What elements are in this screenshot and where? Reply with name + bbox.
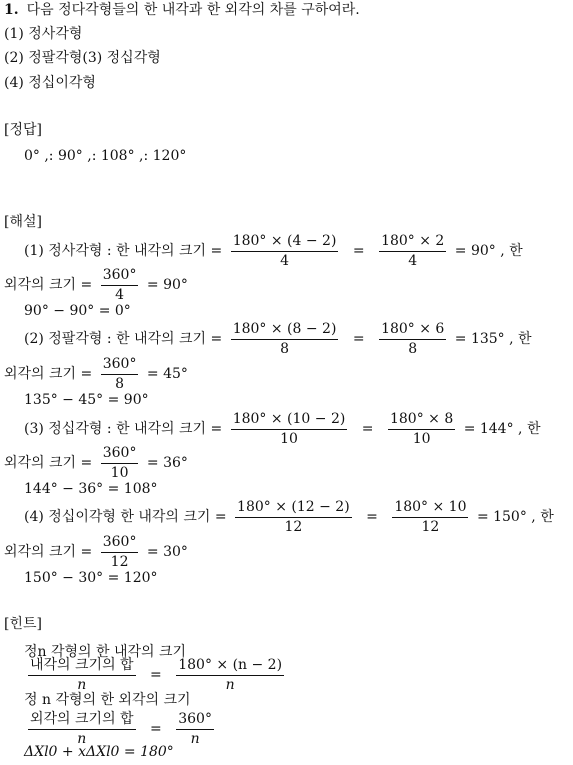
answer-text: 0° ,: 90° ,: 108° ,: 120° [24,148,187,164]
hint-line-2: 정 n 각형의 한 외각의 크기 [24,692,191,708]
solution-part-2-inner: (2) 정팔각형 : 한 내각의 크기 = $\frac{180^\circ \times (8 - 2)}{8}$ = $\frac{180^\circ \times 6}{8}$ = 135° , 한 [24,321,532,357]
fraction: $\frac{180^\circ \times (10 - 2)}{10}$ [232,411,346,447]
hint-line-1: 정n 각형의 한 내각의 크기 [24,644,187,660]
fraction: $\frac{360^\circ}{12}$ [102,534,137,570]
solution-part-2-diff: 135° − 45° = 90° [24,392,149,408]
fraction: $\frac{360^\circ}{8}$ [102,356,137,392]
fraction: $\frac{\text{내각의 크기의 합}}{n}$ [30,657,134,693]
fraction: $\frac{180^\circ \times 10}{12}$ [394,499,467,535]
solution-part-3-inner: (3) 정십각형 : 한 내각의 크기 = $\frac{180^\circ \times (10 - 2)}{10}$ = $\frac{180^\circ \times 8}{10}$ = 144° , 한 [24,411,541,447]
solution-part-1-exterior: 외각의 크기 = $\frac{360^\circ}{4}$ = 90° [4,267,188,303]
question-item-1: (1) 정사각형 [4,26,83,42]
fraction: $\frac{\text{외각의 크기의 합}}{n}$ [30,711,134,747]
fraction: $\frac{360^\circ}{n}$ [178,711,212,747]
question-line [4,2,360,19]
question-prompt: 다음 정다각형들의 한 내각과 한 외각의 차를 구하여라. [26,2,360,18]
fraction: $\frac{360^\circ}{4}$ [102,267,137,303]
solution-part-4-exterior: 외각의 크기 = $\frac{360^\circ}{12}$ = 30° [4,534,188,570]
fraction: $\frac{180^\circ \times 8}{10}$ [389,411,454,447]
question-item-3: (4) 정십이각형 [4,75,96,91]
solution-part-2-exterior: 외각의 크기 = $\frac{360^\circ}{8}$ = 45° [4,356,188,392]
hint-last-line: ΔXl0 + xΔXl0 = 180° [24,744,174,760]
fraction: $\frac{180^\circ \times (4 - 2)}{4}$ [232,233,337,269]
solution-part-3-diff: 144° − 36° = 108° [24,481,158,497]
hint-header: [힌트] [4,616,42,632]
solution-part-4-diff: 150° − 30° = 120° [24,570,158,586]
fraction: $\frac{180^\circ \times (8 - 2)}{8}$ [232,321,337,357]
fraction: $\frac{180^\circ \times 2}{4}$ [381,233,445,269]
solution-part-3-exterior: 외각의 크기 = $\frac{360^\circ}{10}$ = 36° [4,445,188,481]
solution-header: [해설] [4,214,42,230]
solution-part-1-diff: 90° − 90° = 0° [24,303,131,319]
answer-header: [정답] [4,122,42,138]
question-number: 1. [4,2,19,18]
question-item-2: (2) 정팔각형(3) 정십각형 [4,50,161,66]
solution-part-4-inner: (4) 정십이각형 한 내각의 크기 = $\frac{180^\circ \times (12 - 2)}{12}$ = $\frac{180^\circ \times 10}{12}$ = 150° , 한 [24,499,554,535]
solution-part-1-inner: (1) 정사각형 : 한 내각의 크기 = $\frac{180^\circ \times (4 - 2)}{4}$ = $\frac{180^\circ \times 2}{4}$ = 90° , 한 [24,233,523,269]
fraction: $\frac{360^\circ}{10}$ [102,445,137,481]
fraction: $\frac{180^\circ \times 6}{8}$ [381,321,445,357]
hint-formula-2: $\frac{\text{외각의 크기의 합}}{n}$ = $\frac{360^\circ}{n}$ [30,711,212,747]
fraction: $\frac{180^\circ \times (n - 2)}{n}$ [178,657,283,693]
hint-formula-1: $\frac{\text{내각의 크기의 합}}{n}$ = $\frac{180^\circ \times (n - 2)}{n}$ [30,657,283,693]
fraction: $\frac{180^\circ \times (12 - 2)}{12}$ [237,499,350,535]
